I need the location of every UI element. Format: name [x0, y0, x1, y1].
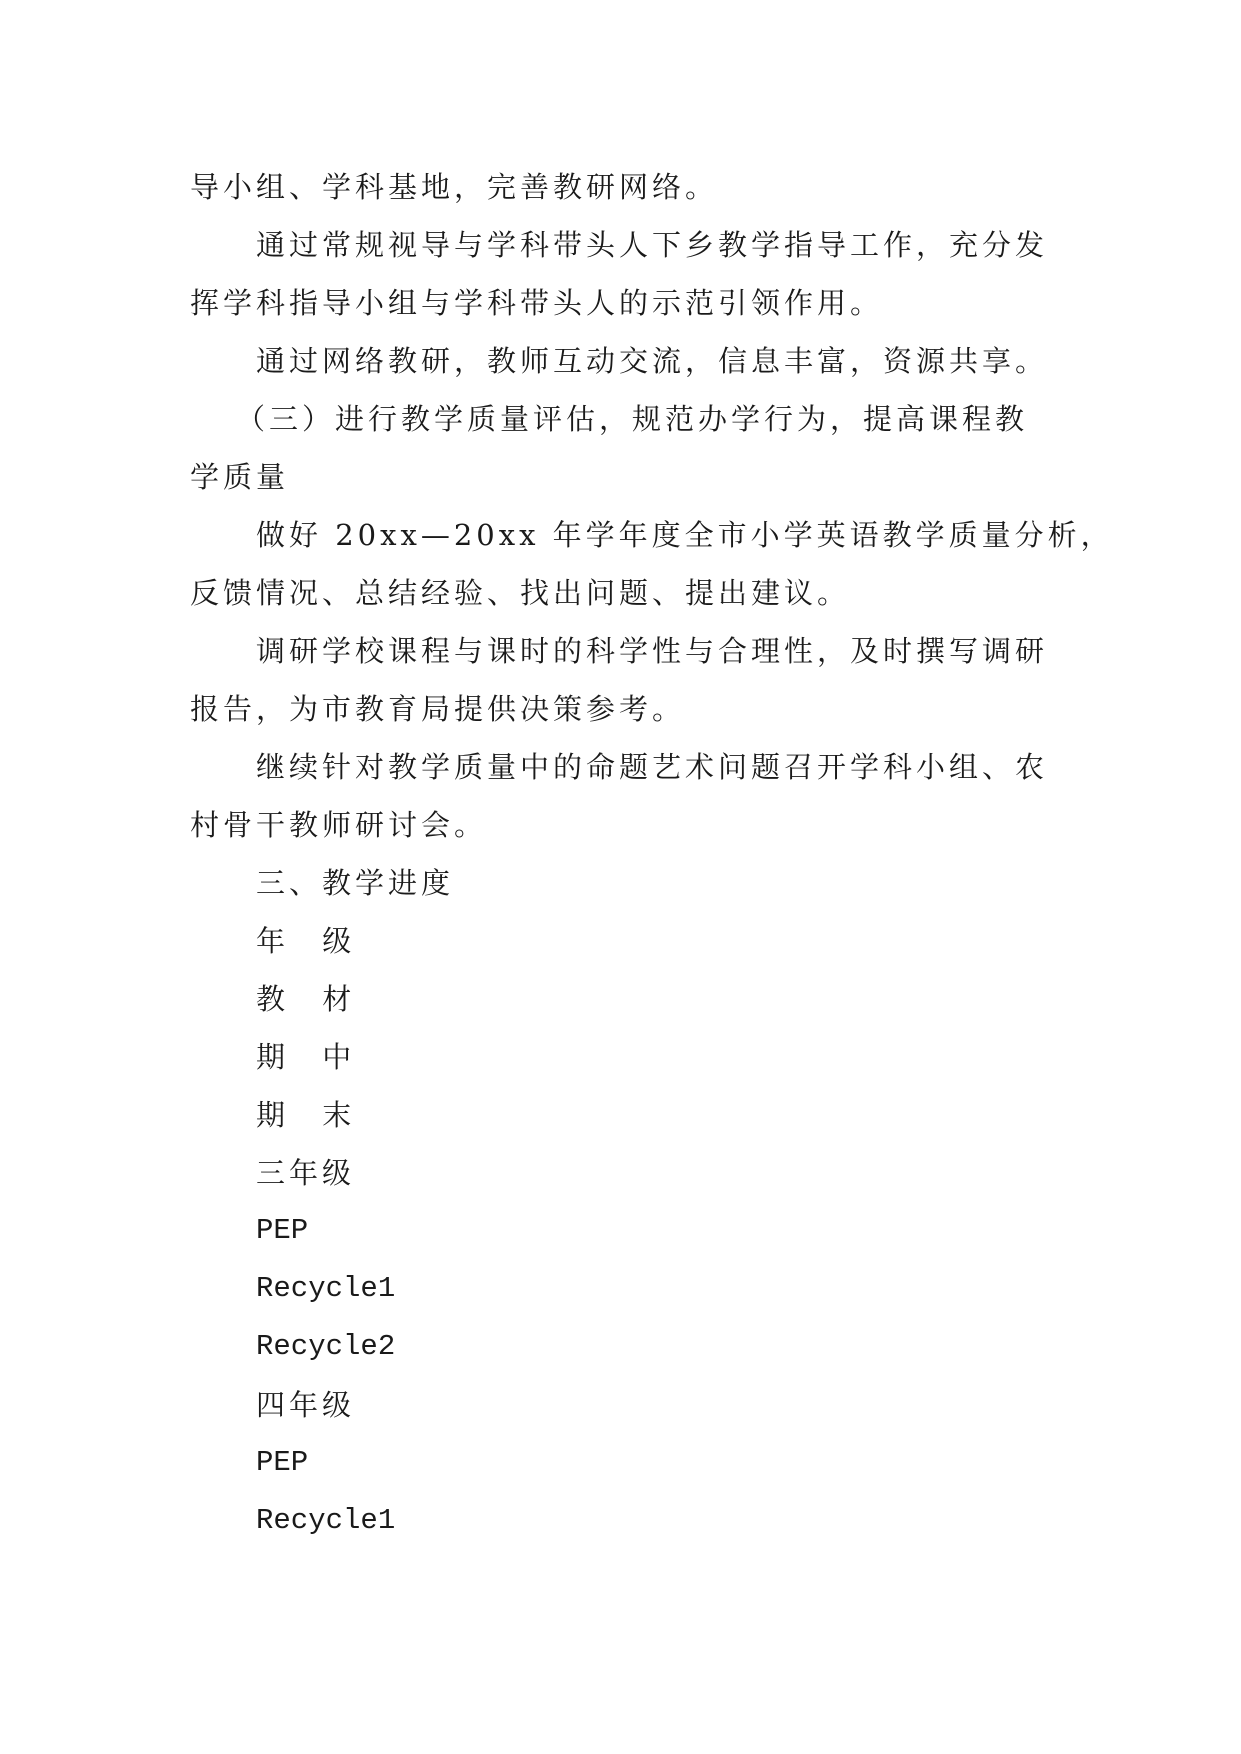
table-cell-text: PEP	[256, 1446, 309, 1479]
paragraph-line: 继续针对教学质量中的命题艺术问题召开学科小组、农	[256, 750, 1049, 784]
paragraph-line: 通过常规视导与学科带头人下乡教学指导工作，充分发	[256, 228, 1049, 262]
paragraph-line: 调研学校课程与课时的科学性与合理性，及时撰写调研	[256, 634, 1049, 668]
paragraph-line: 反馈情况、总结经验、找出问题、提出建议。	[190, 576, 851, 610]
paragraph-line: 报告，为市教育局提供决策参考。	[190, 692, 686, 726]
table-cell-text: 期 中	[256, 1040, 366, 1074]
table-cell-text: 期 末	[256, 1098, 366, 1132]
section-heading-line: 学质量	[190, 460, 290, 494]
table-cell-text: 年 级	[256, 924, 366, 958]
section-heading-line: 三、教学进度	[256, 866, 455, 900]
paragraph-line: 挥学科指导小组与学科带头人的示范引领作用。	[190, 286, 884, 320]
table-cell-text: 教 材	[256, 982, 366, 1016]
table-cell-text: 三年级	[256, 1156, 356, 1190]
paragraph-line: 导小组、学科基地，完善教研网络。	[190, 170, 719, 204]
paragraph-line: 做好 20xx—20xx 年学年度全市小学英语教学质量分析，	[256, 518, 1114, 552]
table-cell-text: PEP	[256, 1214, 309, 1247]
table-cell-text: Recycle1	[256, 1272, 396, 1305]
table-cell-text: Recycle2	[256, 1330, 396, 1363]
document-body	[190, 158, 1114, 1550]
paragraph-line: 通过网络教研，教师互动交流，信息丰富，资源共享。	[256, 344, 1049, 378]
paragraph-line: 村骨干教师研讨会。	[190, 808, 488, 842]
table-cell-text: 四年级	[256, 1388, 356, 1422]
table-cell-text: Recycle1	[256, 1504, 396, 1537]
section-heading-line: （三）进行教学质量评估，规范办学行为，提高课程教	[236, 402, 1029, 436]
